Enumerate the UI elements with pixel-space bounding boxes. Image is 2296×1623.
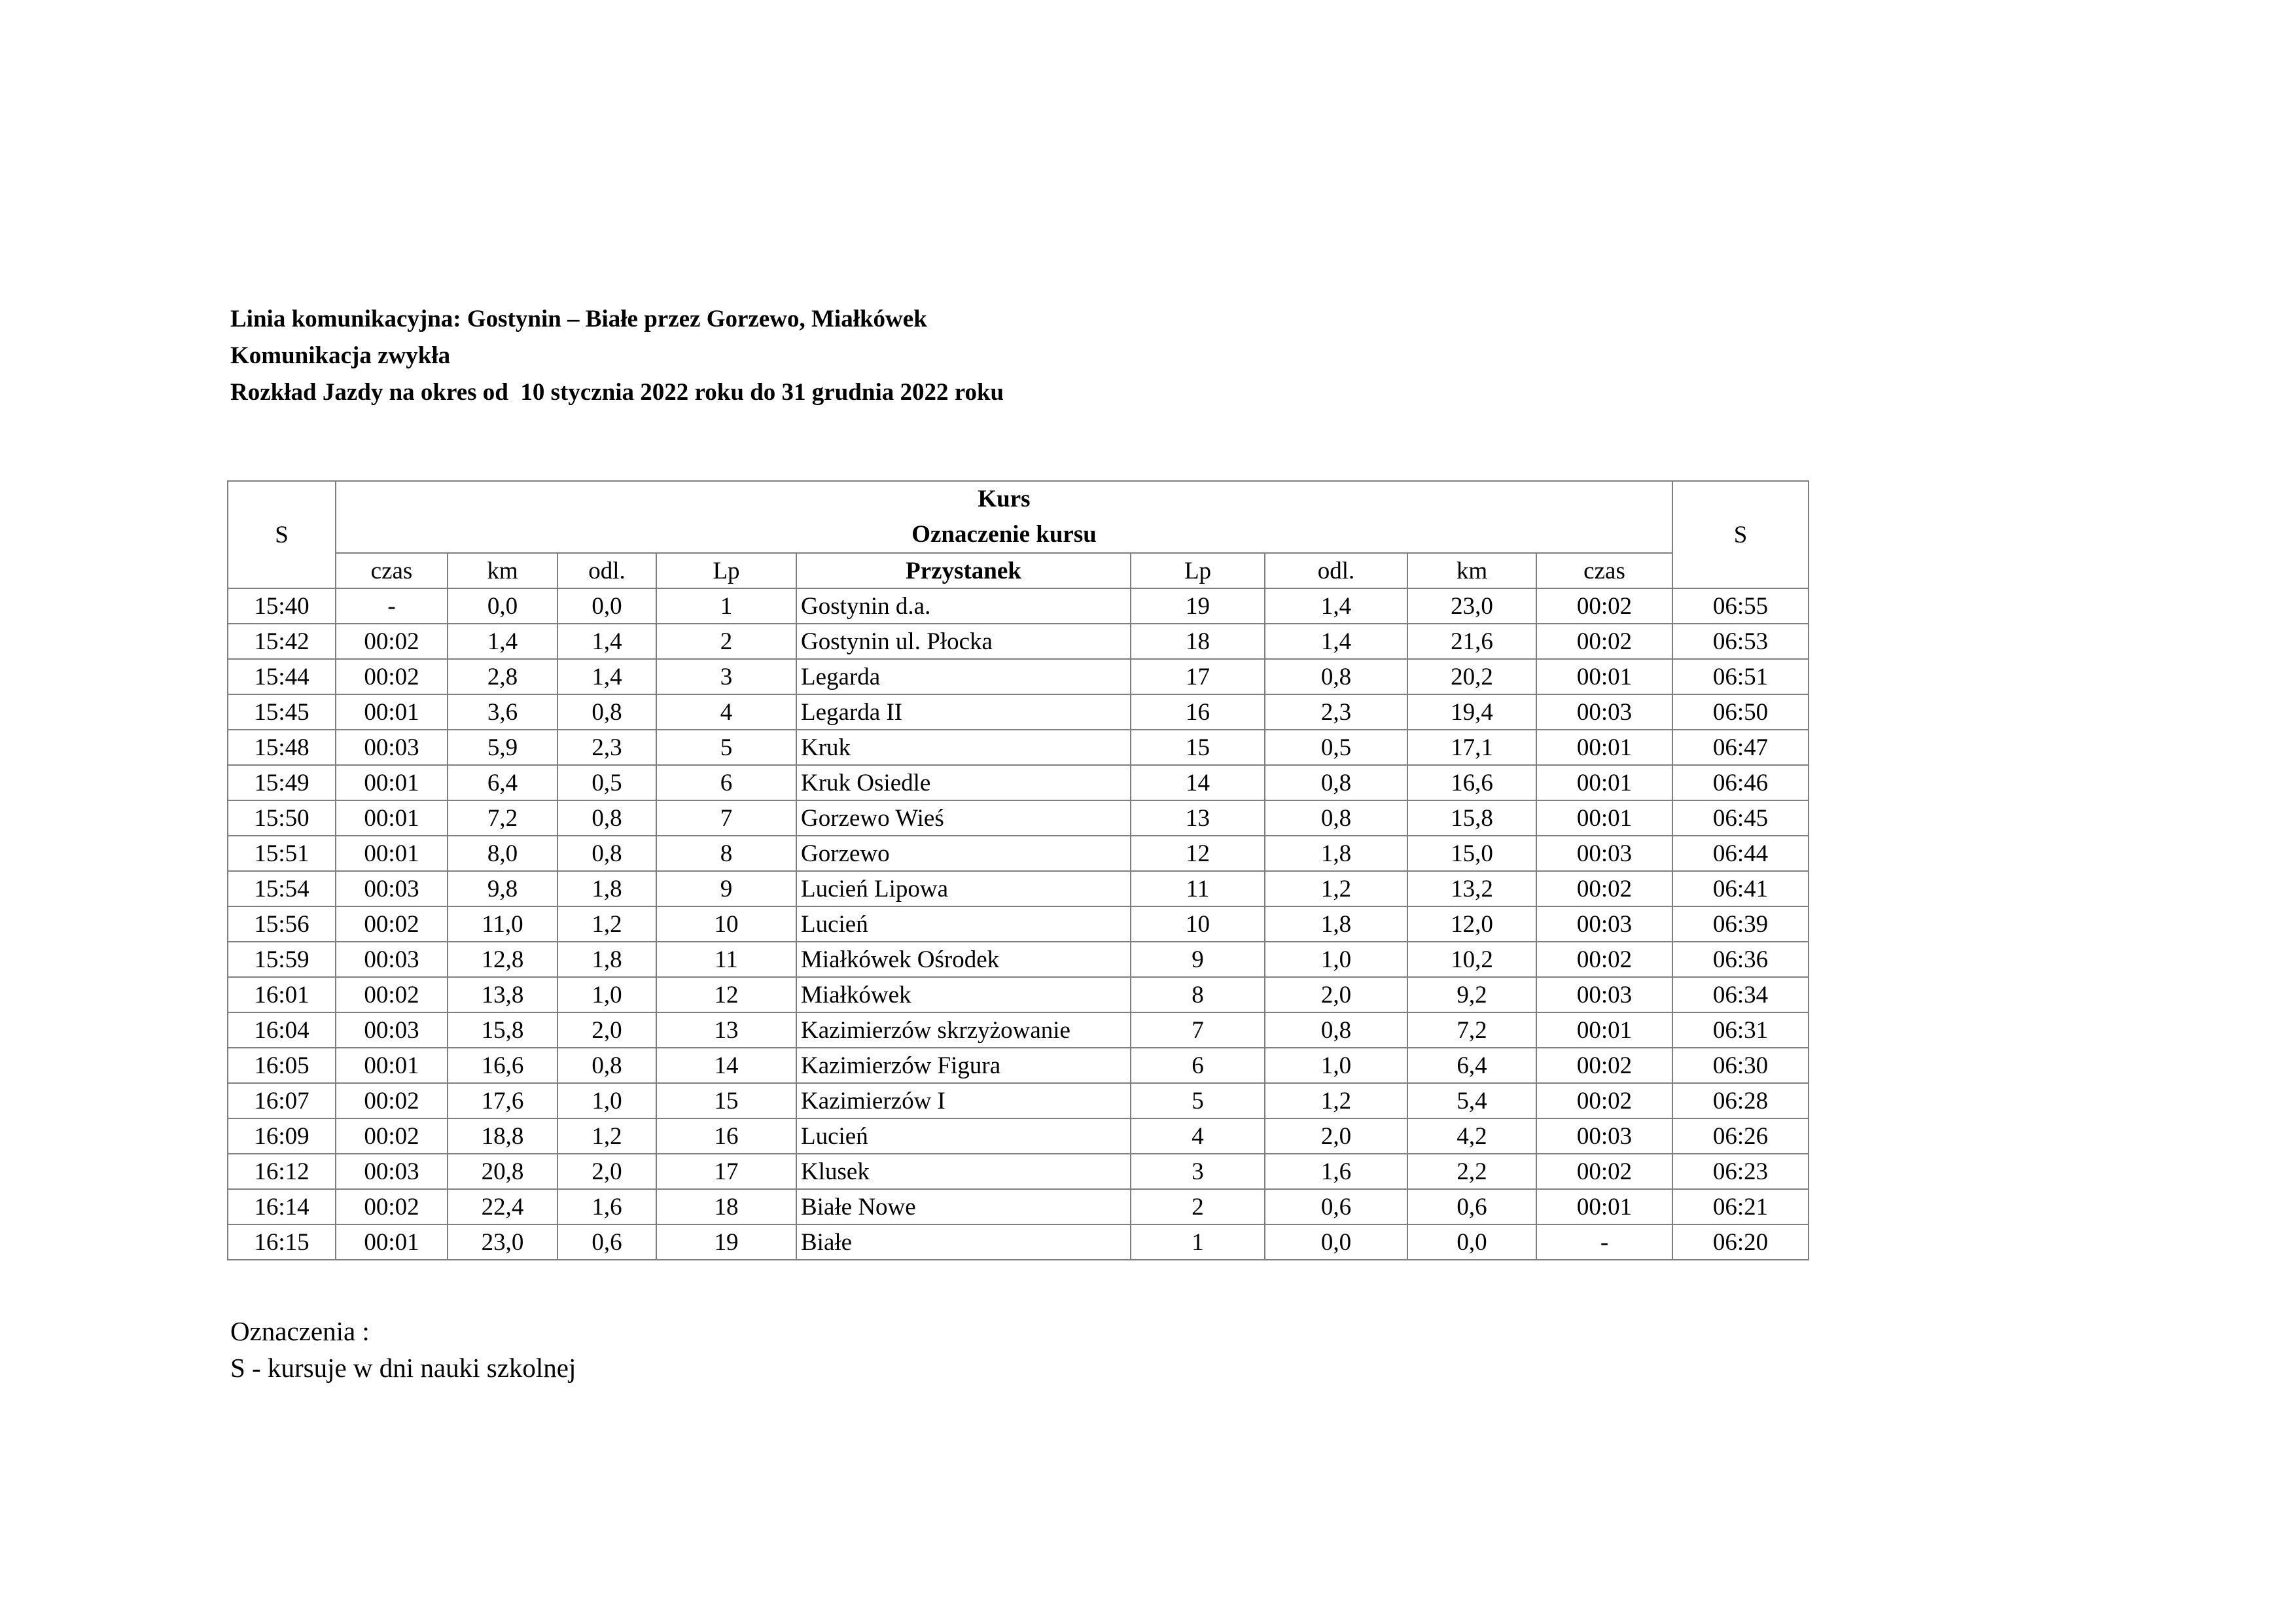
cell-przystanek: Kruk (796, 730, 1131, 765)
cell-lp-return: 8 (1131, 977, 1265, 1012)
validity-period: Rozkład Jazdy na okres od 10 stycznia 2022 roku do 31 grudnia 2022 roku (230, 379, 1004, 406)
cell-przystanek: Gorzewo (796, 836, 1131, 871)
column-header-odl: odl. (557, 553, 656, 588)
cell-odl: 1,2 (557, 906, 656, 942)
cell-lp-return: 12 (1131, 836, 1265, 871)
cell-odl: 0,8 (557, 1048, 656, 1083)
cell-lp: 11 (656, 942, 796, 977)
cell-km: 11,0 (448, 906, 557, 942)
cell-km: 8,0 (448, 836, 557, 871)
cell-km: 7,2 (448, 800, 557, 836)
cell-return-time-s: 06:50 (1672, 694, 1809, 730)
cell-km-return: 5,4 (1407, 1083, 1536, 1118)
table-row (228, 730, 1809, 765)
table-row (228, 1048, 1809, 1083)
cell-przystanek: Kazimierzów skrzyżowanie (796, 1012, 1131, 1048)
column-header-przystanek: Przystanek (796, 553, 1131, 588)
cell-return-time-s: 06:30 (1672, 1048, 1809, 1083)
table-row (228, 1154, 1809, 1189)
table-row (228, 942, 1809, 977)
cell-czas: 00:02 (336, 1083, 448, 1118)
cell-czas: 00:02 (336, 1118, 448, 1154)
header-row-kurs (228, 481, 1809, 553)
cell-czas-return: 00:03 (1536, 977, 1672, 1012)
cell-czas: - (336, 588, 448, 624)
cell-czas: 00:02 (336, 1189, 448, 1224)
cell-lp: 15 (656, 1083, 796, 1118)
cell-departure-time-s: 16:05 (228, 1048, 336, 1083)
cell-odl: 1,4 (557, 624, 656, 659)
cell-return-time-s: 06:21 (1672, 1189, 1809, 1224)
cell-czas-return: 00:01 (1536, 1189, 1672, 1224)
cell-odl-return: 2,3 (1265, 694, 1407, 730)
cell-km-return: 12,0 (1407, 906, 1536, 942)
cell-return-time-s: 06:31 (1672, 1012, 1809, 1048)
cell-lp-return: 4 (1131, 1118, 1265, 1154)
header-row-columns (228, 553, 1809, 588)
cell-czas-return: 00:03 (1536, 906, 1672, 942)
communication-type: Komunikacja zwykła (230, 342, 451, 369)
column-header-odl-return: odl. (1265, 553, 1407, 588)
cell-km-return: 13,2 (1407, 871, 1536, 906)
column-header-czas: czas (336, 553, 448, 588)
cell-lp: 4 (656, 694, 796, 730)
cell-km-return: 15,0 (1407, 836, 1536, 871)
cell-departure-time-s: 15:56 (228, 906, 336, 942)
cell-km-return: 0,0 (1407, 1224, 1536, 1260)
cell-km: 9,8 (448, 871, 557, 906)
cell-km: 20,8 (448, 1154, 557, 1189)
cell-odl: 1,8 (557, 871, 656, 906)
cell-km-return: 0,6 (1407, 1189, 1536, 1224)
cell-przystanek: Gostynin d.a. (796, 588, 1131, 624)
cell-km-return: 15,8 (1407, 800, 1536, 836)
cell-lp-return: 9 (1131, 942, 1265, 977)
cell-odl: 0,0 (557, 588, 656, 624)
cell-czas-return: 00:01 (1536, 730, 1672, 765)
cell-lp-return: 19 (1131, 588, 1265, 624)
cell-departure-time-s: 15:51 (228, 836, 336, 871)
column-header-lp: Lp (656, 553, 796, 588)
cell-odl-return: 1,0 (1265, 1048, 1407, 1083)
cell-lp-return: 3 (1131, 1154, 1265, 1189)
cell-odl-return: 0,0 (1265, 1224, 1407, 1260)
table-row (228, 694, 1809, 730)
cell-odl-return: 0,8 (1265, 765, 1407, 800)
cell-km-return: 10,2 (1407, 942, 1536, 977)
cell-departure-time-s: 15:45 (228, 694, 336, 730)
cell-czas: 00:03 (336, 942, 448, 977)
table-row (228, 588, 1809, 624)
cell-odl-return: 2,0 (1265, 977, 1407, 1012)
cell-odl: 0,8 (557, 800, 656, 836)
timetable (227, 480, 1809, 1260)
table-row (228, 1118, 1809, 1154)
cell-czas-return: 00:02 (1536, 588, 1672, 624)
cell-odl-return: 0,8 (1265, 659, 1407, 694)
cell-departure-time-s: 16:12 (228, 1154, 336, 1189)
cell-km: 6,4 (448, 765, 557, 800)
oznaczenie-kursu-label: Oznaczenie kursu (911, 521, 1097, 548)
cell-return-time-s: 06:36 (1672, 942, 1809, 977)
cell-km-return: 4,2 (1407, 1118, 1536, 1154)
cell-return-time-s: 06:20 (1672, 1224, 1809, 1260)
cell-czas: 00:01 (336, 765, 448, 800)
cell-departure-time-s: 15:48 (228, 730, 336, 765)
cell-czas-return: 00:01 (1536, 1012, 1672, 1048)
cell-departure-time-s: 16:04 (228, 1012, 336, 1048)
cell-km: 15,8 (448, 1012, 557, 1048)
cell-lp: 19 (656, 1224, 796, 1260)
cell-odl-return: 0,5 (1265, 730, 1407, 765)
cell-km-return: 20,2 (1407, 659, 1536, 694)
table-row (228, 1083, 1809, 1118)
cell-departure-time-s: 16:07 (228, 1083, 336, 1118)
cell-lp-return: 5 (1131, 1083, 1265, 1118)
cell-czas: 00:03 (336, 1012, 448, 1048)
cell-lp: 10 (656, 906, 796, 942)
cell-czas: 00:02 (336, 659, 448, 694)
cell-departure-time-s: 15:40 (228, 588, 336, 624)
table-row (228, 1224, 1809, 1260)
cell-odl-return: 1,4 (1265, 588, 1407, 624)
cell-departure-time-s: 15:42 (228, 624, 336, 659)
cell-lp: 1 (656, 588, 796, 624)
cell-km: 18,8 (448, 1118, 557, 1154)
cell-odl: 0,8 (557, 836, 656, 871)
cell-odl: 2,0 (557, 1012, 656, 1048)
cell-odl: 1,0 (557, 977, 656, 1012)
table-row (228, 800, 1809, 836)
cell-km-return: 19,4 (1407, 694, 1536, 730)
cell-lp-return: 7 (1131, 1012, 1265, 1048)
cell-przystanek: Miałkówek (796, 977, 1131, 1012)
cell-odl-return: 1,2 (1265, 871, 1407, 906)
cell-return-time-s: 06:45 (1672, 800, 1809, 836)
left-s-header: S (228, 481, 336, 588)
table-row (228, 836, 1809, 871)
cell-return-time-s: 06:23 (1672, 1154, 1809, 1189)
cell-lp: 13 (656, 1012, 796, 1048)
kurs-header (336, 481, 1672, 553)
document-header (230, 301, 1004, 411)
cell-lp-return: 2 (1131, 1189, 1265, 1224)
cell-departure-time-s: 16:14 (228, 1189, 336, 1224)
cell-czas: 00:01 (336, 1048, 448, 1083)
cell-czas: 00:03 (336, 871, 448, 906)
column-header-km-return: km (1407, 553, 1536, 588)
cell-km: 13,8 (448, 977, 557, 1012)
cell-departure-time-s: 16:09 (228, 1118, 336, 1154)
cell-km-return: 16,6 (1407, 765, 1536, 800)
cell-czas-return: 00:02 (1536, 1048, 1672, 1083)
cell-lp: 7 (656, 800, 796, 836)
cell-return-time-s: 06:28 (1672, 1083, 1809, 1118)
line-title: Linia komunikacyjna: Gostynin – Białe przez Gorzewo, Miałkówek (230, 306, 927, 332)
cell-lp-return: 16 (1131, 694, 1265, 730)
cell-przystanek: Legarda (796, 659, 1131, 694)
cell-odl: 1,2 (557, 1118, 656, 1154)
cell-przystanek: Miałkówek Ośrodek (796, 942, 1131, 977)
cell-odl: 1,4 (557, 659, 656, 694)
cell-czas-return: - (1536, 1224, 1672, 1260)
cell-przystanek: Gorzewo Wieś (796, 800, 1131, 836)
cell-odl: 1,6 (557, 1189, 656, 1224)
cell-lp-return: 6 (1131, 1048, 1265, 1083)
cell-km-return: 2,2 (1407, 1154, 1536, 1189)
cell-km: 23,0 (448, 1224, 557, 1260)
cell-przystanek: Kazimierzów Figura (796, 1048, 1131, 1083)
cell-przystanek: Klusek (796, 1154, 1131, 1189)
cell-km: 17,6 (448, 1083, 557, 1118)
cell-return-time-s: 06:44 (1672, 836, 1809, 871)
cell-czas-return: 00:01 (1536, 765, 1672, 800)
cell-km-return: 9,2 (1407, 977, 1536, 1012)
cell-lp: 14 (656, 1048, 796, 1083)
kurs-label: Kurs (978, 486, 1031, 512)
table-row (228, 906, 1809, 942)
cell-odl-return: 0,8 (1265, 1012, 1407, 1048)
column-header-lp-return: Lp (1131, 553, 1265, 588)
cell-odl-return: 1,6 (1265, 1154, 1407, 1189)
cell-przystanek: Legarda II (796, 694, 1131, 730)
legend-s-description: S - kursuje w dni nauki szkolnej (230, 1353, 576, 1383)
cell-czas: 00:02 (336, 977, 448, 1012)
table-row (228, 765, 1809, 800)
cell-czas-return: 00:02 (1536, 942, 1672, 977)
cell-lp: 5 (656, 730, 796, 765)
cell-czas-return: 00:03 (1536, 836, 1672, 871)
cell-czas-return: 00:01 (1536, 800, 1672, 836)
cell-km-return: 17,1 (1407, 730, 1536, 765)
cell-departure-time-s: 15:44 (228, 659, 336, 694)
cell-przystanek: Gostynin ul. Płocka (796, 624, 1131, 659)
cell-odl: 0,5 (557, 765, 656, 800)
cell-czas-return: 00:02 (1536, 1083, 1672, 1118)
cell-lp-return: 10 (1131, 906, 1265, 942)
cell-km: 12,8 (448, 942, 557, 977)
column-header-km: km (448, 553, 557, 588)
cell-km: 0,0 (448, 588, 557, 624)
table-row (228, 977, 1809, 1012)
cell-czas-return: 00:02 (1536, 871, 1672, 906)
cell-return-time-s: 06:53 (1672, 624, 1809, 659)
cell-lp-return: 17 (1131, 659, 1265, 694)
cell-czas-return: 00:03 (1536, 1118, 1672, 1154)
timetable-body (228, 588, 1809, 1260)
cell-departure-time-s: 15:49 (228, 765, 336, 800)
cell-departure-time-s: 15:54 (228, 871, 336, 906)
cell-odl-return: 0,8 (1265, 800, 1407, 836)
cell-przystanek: Białe (796, 1224, 1131, 1260)
cell-czas: 00:02 (336, 624, 448, 659)
cell-lp-return: 14 (1131, 765, 1265, 800)
cell-lp: 8 (656, 836, 796, 871)
cell-departure-time-s: 16:01 (228, 977, 336, 1012)
cell-departure-time-s: 15:59 (228, 942, 336, 977)
right-s-header: S (1672, 481, 1809, 588)
cell-odl-return: 1,8 (1265, 836, 1407, 871)
cell-czas-return: 00:03 (1536, 694, 1672, 730)
table-row (228, 1189, 1809, 1224)
cell-return-time-s: 06:26 (1672, 1118, 1809, 1154)
cell-przystanek: Kruk Osiedle (796, 765, 1131, 800)
cell-return-time-s: 06:39 (1672, 906, 1809, 942)
cell-odl-return: 1,4 (1265, 624, 1407, 659)
legend-title: Oznaczenia : (230, 1316, 370, 1346)
cell-przystanek: Lucień (796, 1118, 1131, 1154)
column-header-czas-return: czas (1536, 553, 1672, 588)
cell-lp-return: 13 (1131, 800, 1265, 836)
cell-lp: 17 (656, 1154, 796, 1189)
cell-czas: 00:01 (336, 694, 448, 730)
table-row (228, 1012, 1809, 1048)
cell-lp: 3 (656, 659, 796, 694)
cell-odl: 2,0 (557, 1154, 656, 1189)
cell-lp: 6 (656, 765, 796, 800)
cell-km: 2,8 (448, 659, 557, 694)
cell-odl: 2,3 (557, 730, 656, 765)
cell-przystanek: Białe Nowe (796, 1189, 1131, 1224)
cell-lp: 9 (656, 871, 796, 906)
cell-return-time-s: 06:46 (1672, 765, 1809, 800)
cell-lp-return: 18 (1131, 624, 1265, 659)
cell-return-time-s: 06:41 (1672, 871, 1809, 906)
cell-odl-return: 2,0 (1265, 1118, 1407, 1154)
cell-przystanek: Lucień (796, 906, 1131, 942)
cell-odl: 0,8 (557, 694, 656, 730)
cell-odl: 1,8 (557, 942, 656, 977)
cell-departure-time-s: 16:15 (228, 1224, 336, 1260)
cell-km-return: 7,2 (1407, 1012, 1536, 1048)
cell-km: 5,9 (448, 730, 557, 765)
cell-return-time-s: 06:51 (1672, 659, 1809, 694)
cell-czas-return: 00:02 (1536, 624, 1672, 659)
cell-km-return: 23,0 (1407, 588, 1536, 624)
cell-return-time-s: 06:34 (1672, 977, 1809, 1012)
cell-return-time-s: 06:47 (1672, 730, 1809, 765)
cell-odl-return: 1,8 (1265, 906, 1407, 942)
table-row (228, 624, 1809, 659)
cell-odl-return: 1,2 (1265, 1083, 1407, 1118)
cell-odl-return: 1,0 (1265, 942, 1407, 977)
cell-czas: 00:02 (336, 906, 448, 942)
cell-czas-return: 00:01 (1536, 659, 1672, 694)
cell-lp: 2 (656, 624, 796, 659)
cell-odl-return: 0,6 (1265, 1189, 1407, 1224)
cell-odl: 1,0 (557, 1083, 656, 1118)
cell-czas: 00:01 (336, 836, 448, 871)
cell-km: 3,6 (448, 694, 557, 730)
cell-odl: 0,6 (557, 1224, 656, 1260)
cell-czas: 00:01 (336, 1224, 448, 1260)
cell-lp: 18 (656, 1189, 796, 1224)
cell-departure-time-s: 15:50 (228, 800, 336, 836)
cell-km: 16,6 (448, 1048, 557, 1083)
table-row (228, 871, 1809, 906)
cell-czas-return: 00:02 (1536, 1154, 1672, 1189)
cell-lp-return: 15 (1131, 730, 1265, 765)
cell-przystanek: Lucień Lipowa (796, 871, 1131, 906)
cell-czas: 00:01 (336, 800, 448, 836)
cell-lp: 12 (656, 977, 796, 1012)
cell-km: 1,4 (448, 624, 557, 659)
cell-lp-return: 11 (1131, 871, 1265, 906)
legend (230, 1313, 576, 1386)
cell-czas: 00:03 (336, 730, 448, 765)
cell-km-return: 6,4 (1407, 1048, 1536, 1083)
cell-czas: 00:03 (336, 1154, 448, 1189)
table-row (228, 659, 1809, 694)
cell-return-time-s: 06:55 (1672, 588, 1809, 624)
cell-przystanek: Kazimierzów I (796, 1083, 1131, 1118)
cell-km: 22,4 (448, 1189, 557, 1224)
cell-km-return: 21,6 (1407, 624, 1536, 659)
cell-lp: 16 (656, 1118, 796, 1154)
cell-lp-return: 1 (1131, 1224, 1265, 1260)
